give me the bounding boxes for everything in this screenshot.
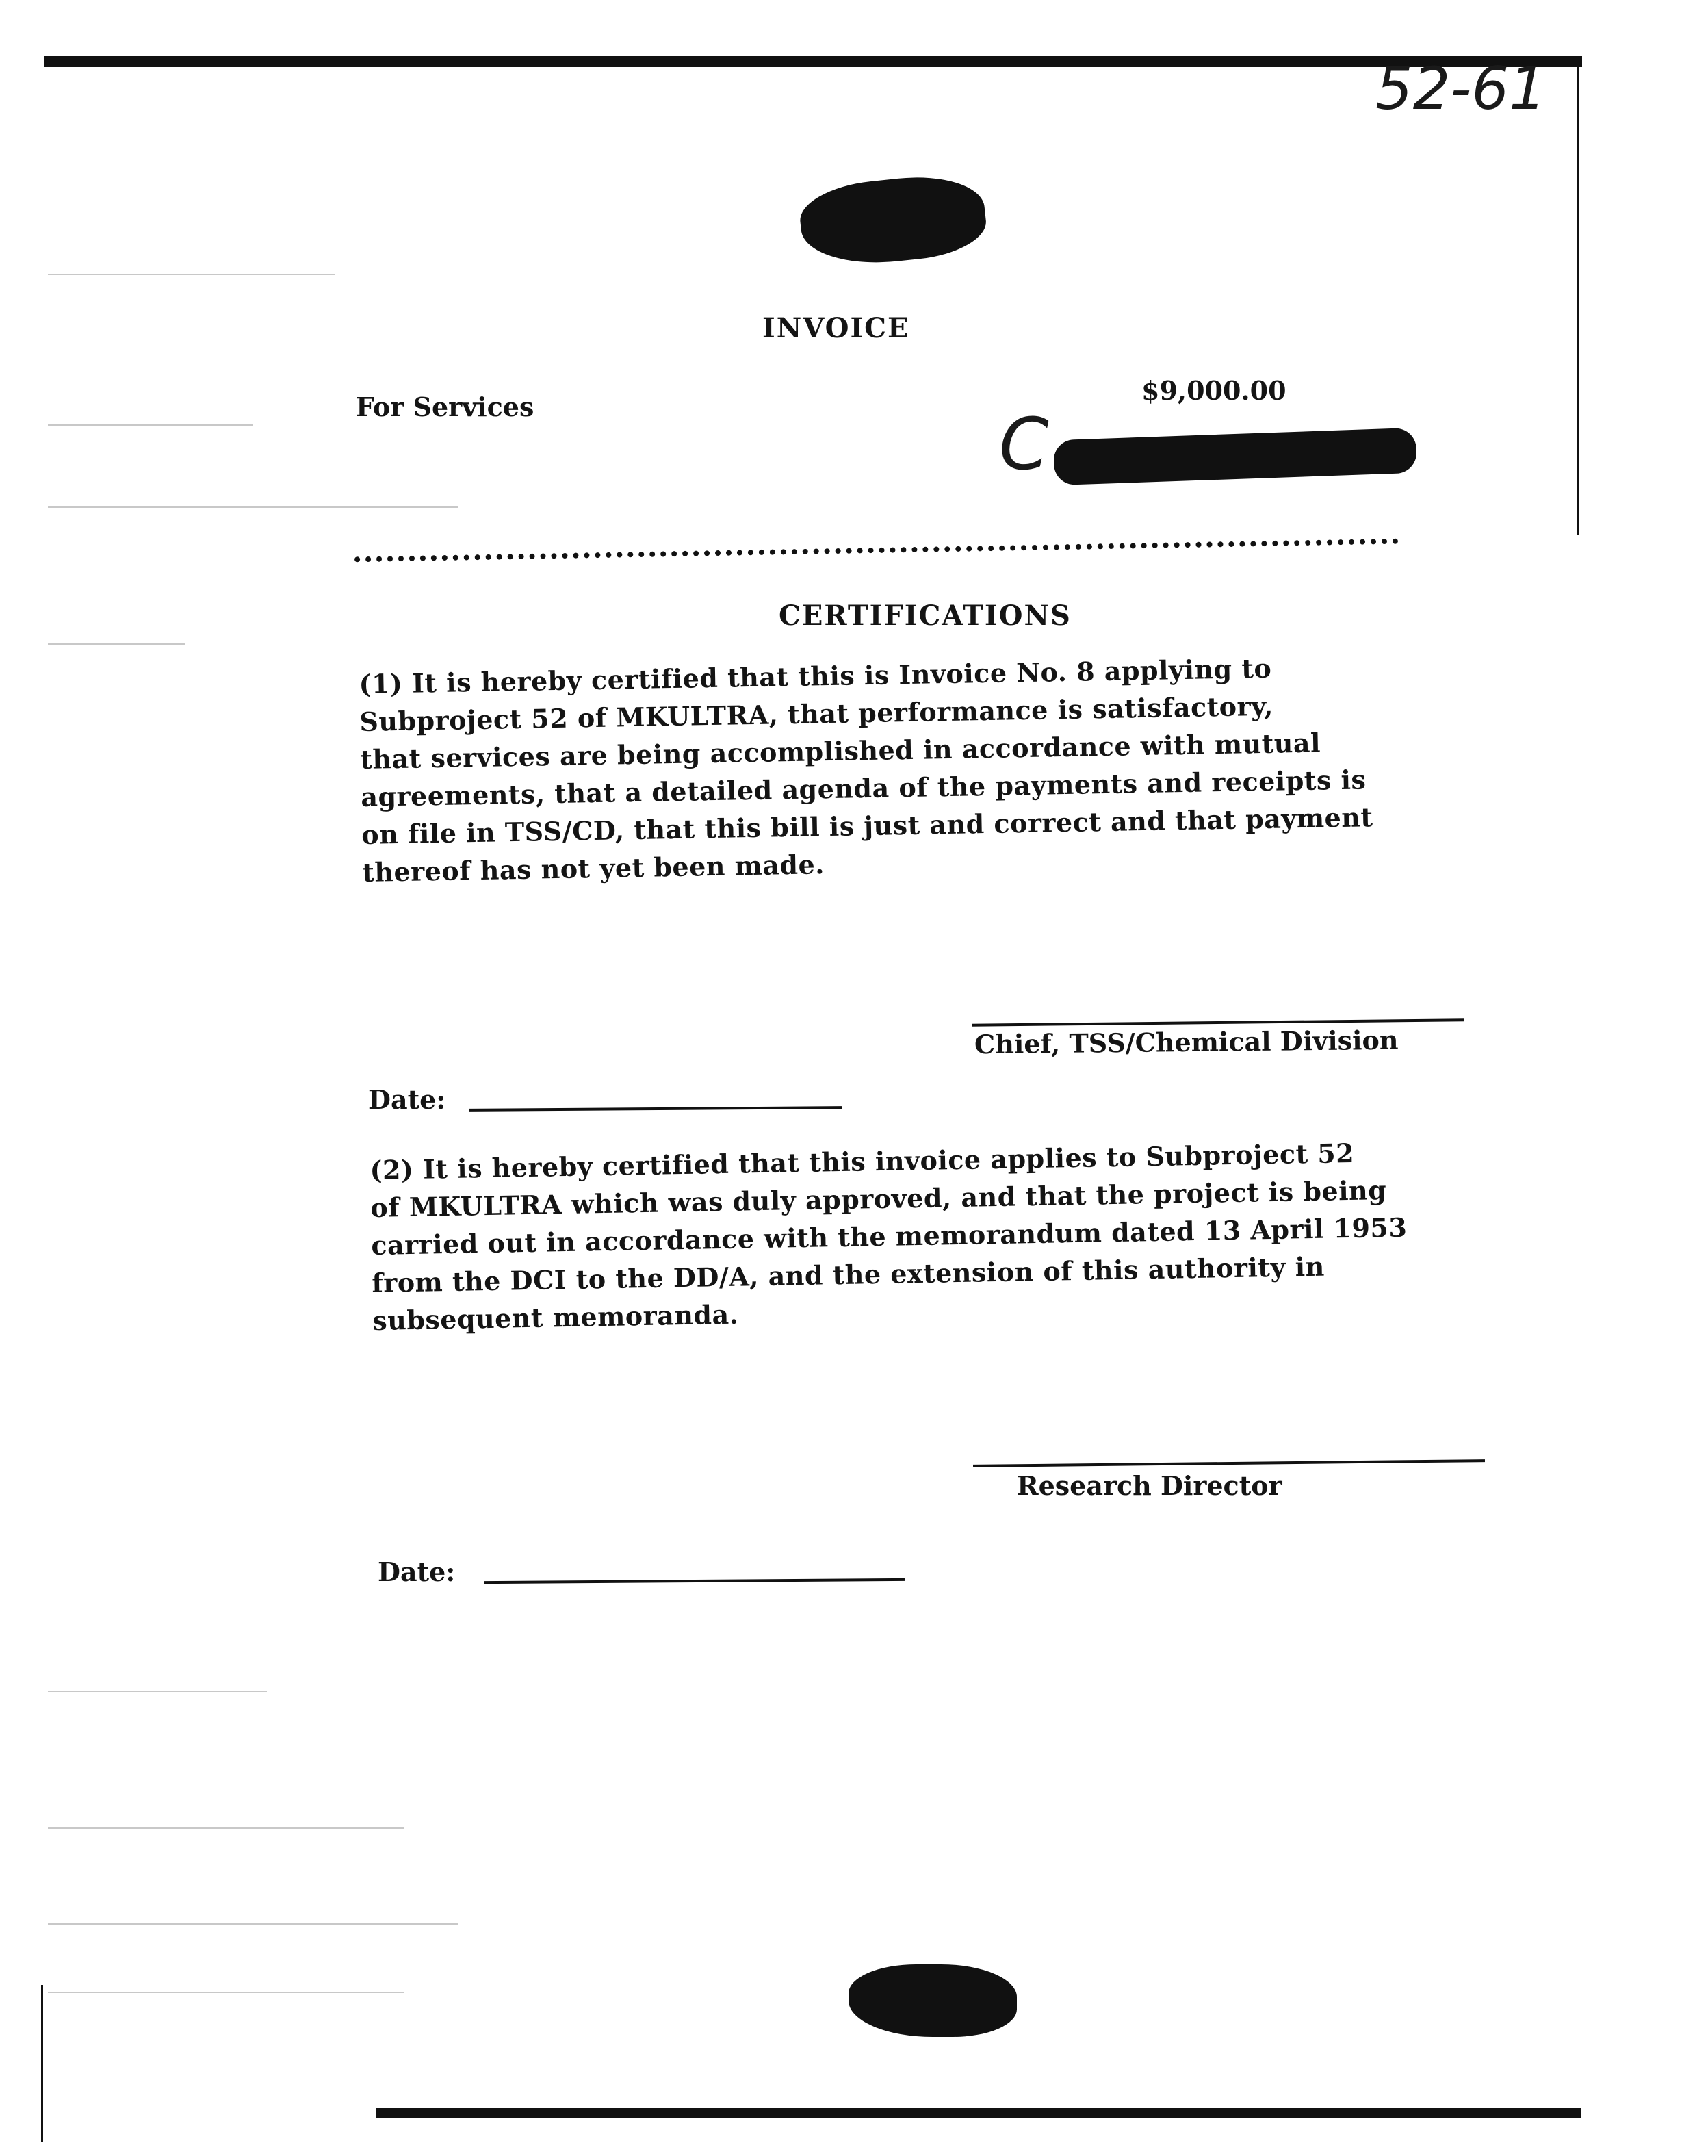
scan-artifact [48, 1923, 458, 1925]
left-border [41, 1985, 43, 2142]
date-line-1 [469, 1106, 842, 1112]
certification-1-paragraph [359, 647, 1374, 891]
redaction-bottom [849, 1964, 1017, 2037]
certification-2-line: from the DCI to the DD/A, and the extension of this authority in [371, 1250, 1325, 1298]
right-border [1577, 56, 1579, 535]
scan-artifact [48, 1827, 404, 1829]
certification-2-line: subsequent memoranda. [372, 1298, 739, 1336]
redaction-top [797, 170, 989, 271]
date-line-2 [484, 1578, 905, 1584]
certification-2-paragraph [370, 1133, 1409, 1339]
certification-1-line: (1) It is hereby certified that this is Invoice No. 8 applying to [359, 652, 1272, 700]
certification-1-line: agreements, that a detailed agenda of the payments and receipts is [360, 764, 1367, 812]
certification-1-line: that services are being accomplished in accordance with mutual [360, 727, 1321, 775]
handwritten-mark: C [999, 402, 1049, 486]
signature-line-director [973, 1459, 1485, 1467]
redaction-name [1053, 428, 1417, 485]
certification-1-line: Subproject 52 of MKULTRA, that performance is satisfactory, [359, 690, 1274, 737]
scan-artifact [48, 424, 253, 426]
scan-artifact [48, 506, 458, 508]
scan-artifact [48, 274, 335, 275]
certification-1-line: on file in TSS/CD, that this bill is just and correct and that payment [361, 801, 1373, 850]
date-label-2: Date: [378, 1556, 456, 1587]
certification-1-line: thereof has not yet been made. [361, 849, 825, 888]
scan-artifact [48, 643, 185, 645]
signatory-chief: Chief, TSS/Chemical Division [974, 1024, 1399, 1060]
certification-2-line: of MKULTRA which was duly approved, and that the project is being [370, 1175, 1387, 1223]
certification-2-line: (2) It is hereby certified that this invoice applies to Subproject 52 [370, 1137, 1355, 1185]
services-label: For Services [356, 392, 534, 422]
page-number: 52-61 [1375, 55, 1547, 123]
top-border [44, 56, 1582, 67]
certifications-heading: CERTIFICATIONS [779, 600, 1072, 632]
bottom-border [376, 2108, 1581, 2118]
scan-artifact [48, 1691, 267, 1692]
invoice-title: INVOICE [762, 312, 910, 344]
scan-artifact [48, 1992, 404, 1993]
invoice-amount: $9,000.00 [1141, 375, 1286, 406]
date-label-1: Date: [368, 1084, 446, 1115]
certification-2-line: carried out in accordance with the memorandum dated 13 April 1953 [371, 1211, 1408, 1261]
dotted-separator [354, 539, 1399, 563]
signatory-director: Research Director [1017, 1470, 1282, 1501]
